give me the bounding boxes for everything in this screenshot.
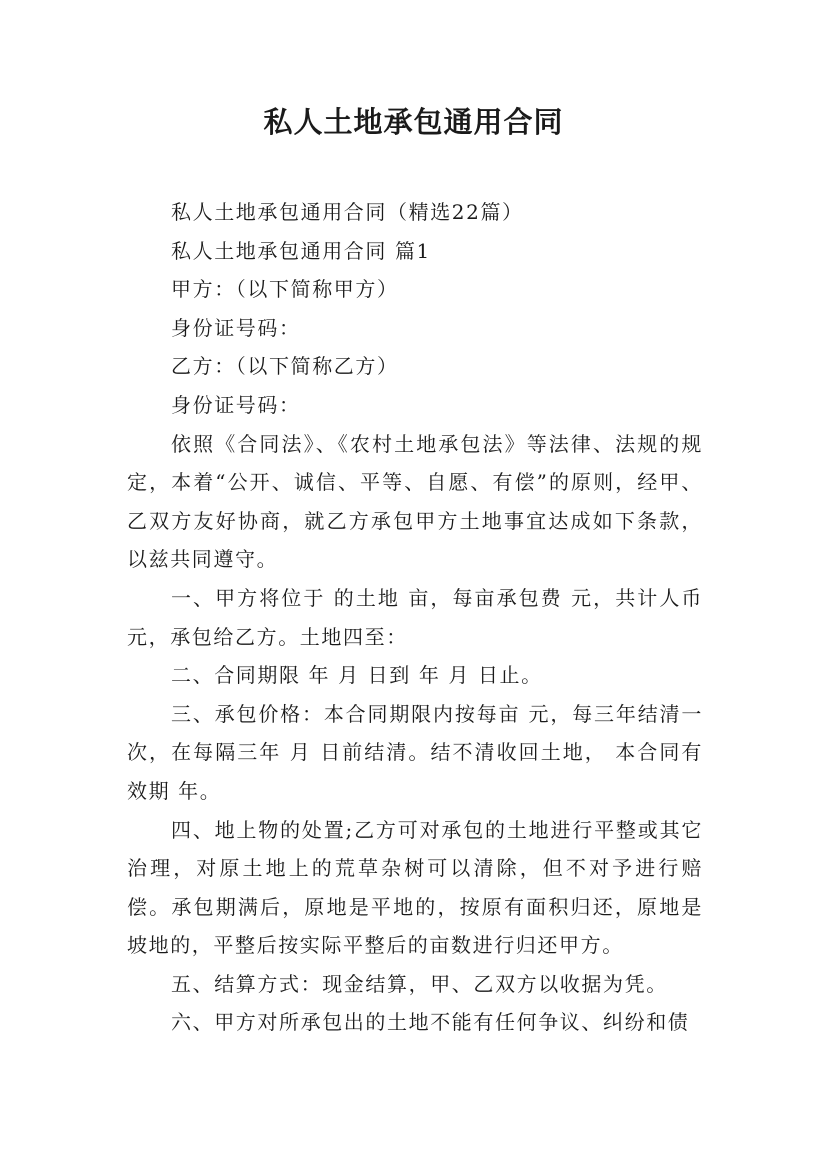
paragraph-section-heading: 私人土地承包通用合同 篇1 xyxy=(171,238,431,263)
paragraph-clause-2: 二、合同期限 年 月 日到 年 月 日止。 xyxy=(171,663,543,688)
paragraph-clause-1: 一、甲方将位于 的土地 亩，每亩承包费 元，共计人币 元，承包给乙方。土地四至： xyxy=(127,585,703,649)
paragraph-party-b: 乙方：（以下简称乙方） xyxy=(171,354,399,379)
document-body xyxy=(127,193,703,1042)
paragraph-party-b-id: 身份证号码： xyxy=(171,392,301,417)
document-title: 私人土地承包通用合同 xyxy=(263,105,564,139)
paragraph-party-a: 甲方：（以下简称甲方） xyxy=(171,277,399,302)
paragraph-clause-5: 五、结算方式：现金结算，甲、乙双方以收据为凭。 xyxy=(171,971,668,996)
paragraph-clause-3: 三、承包价格：本合同期限内按每亩 元，每三年结清一次，在每隔三年 月 日前结清。结不清收回土地， 本合同有效期 年。 xyxy=(127,701,703,803)
paragraph-subtitle: 私人土地承包通用合同（精选22篇） xyxy=(171,200,524,224)
paragraph-party-a-id: 身份证号码： xyxy=(171,315,301,340)
paragraph-clause-4: 四、地上物的处置;乙方可对承包的土地进行平整或其它治理，对原土地上的荒草杂树可以清除，但不对予进行赔偿。承包期满后，原地是平地的，按原有面积归还，原地是坡地的，平整后按实际平整后的亩数进行归还甲方。 xyxy=(127,817,703,958)
paragraph-preamble: 依照《合同法》、《农村土地承包法》等法律、法规的规定，本着“公开、诚信、平等、自愿、有偿”的原则，经甲、乙双方友好协商，就乙方承包甲方土地事宜达成如下条款，以兹共同遵守。 xyxy=(127,431,703,572)
paragraph-clause-6: 六、甲方对所承包出的土地不能有任何争议、纠纷和债 xyxy=(171,1010,690,1035)
